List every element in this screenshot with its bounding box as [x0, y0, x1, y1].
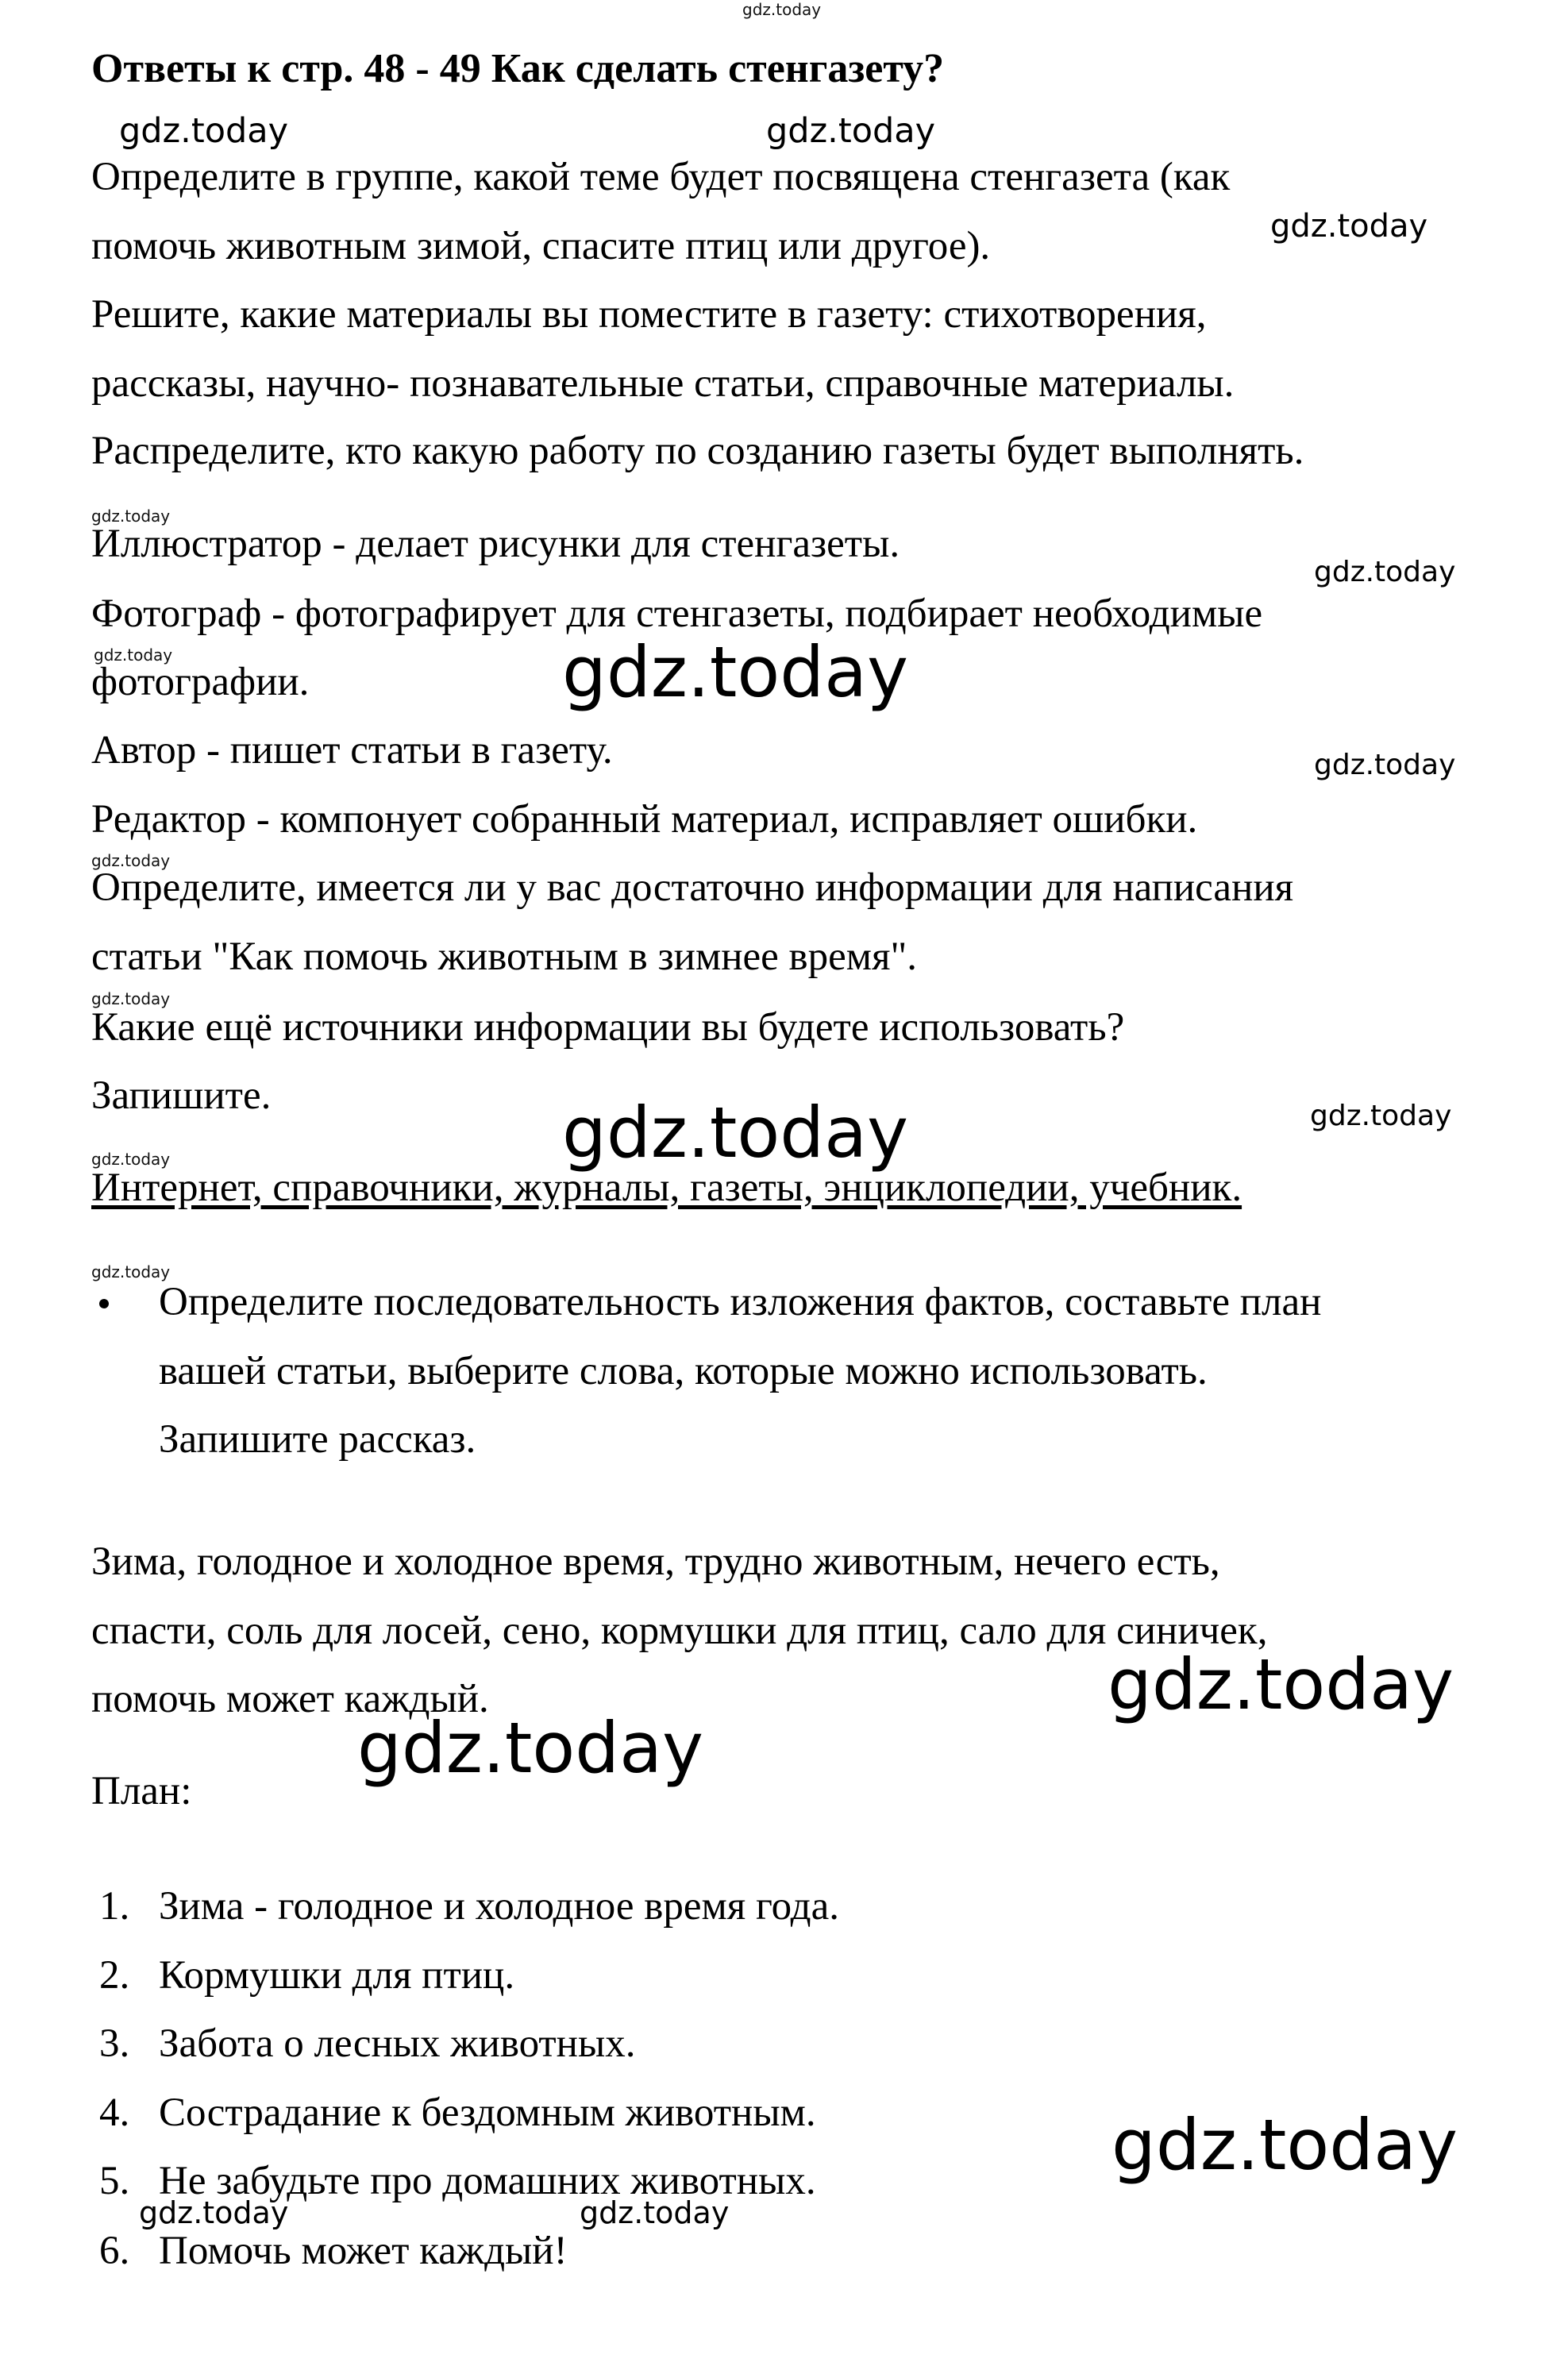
plan-item-number: 3.	[99, 2021, 130, 2066]
paragraph-line: статьи "Как помочь животным в зимнее время".	[91, 935, 918, 979]
watermark: gdz.today	[91, 989, 171, 1008]
watermark: gdz.today	[94, 645, 173, 665]
watermark: gdz.today	[139, 2195, 289, 2230]
paragraph-line: фотографии.	[91, 660, 310, 704]
watermark-top: gdz.today	[742, 0, 822, 19]
plan-item: Сострадание к бездомным животным.	[159, 2091, 816, 2135]
bullet-line: Запишите рассказ.	[159, 1417, 476, 1462]
plan-item: Забота о лесных животных.	[159, 2021, 636, 2066]
paragraph-line: Иллюстратор - делает рисунки для стенгазеты.	[91, 522, 900, 566]
paragraph-line: Автор - пишет статьи в газету.	[91, 728, 613, 773]
story-line: Зима, голодное и холодное время, трудно животным, нечего есть,	[91, 1540, 1220, 1584]
watermark-large: gdz.today	[1111, 2104, 1458, 2186]
watermark: gdz.today	[119, 111, 289, 151]
plan-item-number: 1.	[99, 1884, 130, 1929]
page-title: Ответы к стр. 48 - 49 Как сделать стенгазету?	[91, 46, 945, 91]
plan-item-number: 4.	[99, 2091, 130, 2135]
watermark-large: gdz.today	[562, 1092, 909, 1173]
bullet-icon	[99, 1299, 109, 1308]
plan-item: Помочь может каждый!	[159, 2229, 568, 2273]
plan-item: Кормушки для птиц.	[159, 1953, 515, 1998]
plan-item: Не забудьте про домашних животных.	[159, 2159, 816, 2203]
paragraph-line: рассказы, научно- познавательные статьи, справочные материалы.	[91, 361, 1235, 406]
paragraph-line: Определите, имеется ли у вас достаточно информации для написания	[91, 865, 1294, 910]
paragraph-line: Запишите.	[91, 1073, 272, 1118]
answer-line: Интернет, справочники, журналы, газеты, энциклопедии, учебник.	[91, 1166, 1242, 1210]
watermark: gdz.today	[1270, 208, 1428, 245]
watermark: gdz.today	[1314, 749, 1456, 781]
paragraph-line: Редактор - компонует собранный материал, исправляет ошибки.	[91, 797, 1198, 842]
paragraph-line: помочь животным зимой, спасите птиц или другое).	[91, 224, 991, 268]
watermark: gdz.today	[91, 1150, 171, 1169]
watermark: gdz.today	[766, 111, 936, 151]
paragraph-line: Какие ещё источники информации вы будете использовать?	[91, 1005, 1125, 1050]
watermark: gdz.today	[91, 851, 171, 870]
watermark-large: gdz.today	[357, 1707, 704, 1789]
plan-label: План:	[91, 1769, 192, 1813]
paragraph-line: Фотограф - фотографирует для стенгазеты, подбирает необходимые	[91, 592, 1263, 636]
paragraph-line: Решите, какие материалы вы поместите в газету: стихотворения,	[91, 292, 1207, 337]
watermark: gdz.today	[91, 1262, 171, 1281]
bullet-line: Определите последовательность изложения фактов, составьте план	[159, 1280, 1322, 1324]
story-line: спасти, соль для лосей, сено, кормушки для птиц, сало для синичек,	[91, 1609, 1268, 1653]
plan-item-number: 6.	[99, 2229, 130, 2273]
watermark: gdz.today	[1310, 1100, 1452, 1132]
paragraph-line: Распределите, кто какую работу по созданию газеты будет выполнять.	[91, 429, 1304, 473]
watermark: gdz.today	[1314, 556, 1456, 588]
bullet-line: вашей статьи, выберите слова, которые можно использовать.	[159, 1349, 1208, 1393]
watermark: gdz.today	[91, 507, 171, 526]
story-line: помочь может каждый.	[91, 1677, 489, 1721]
watermark: gdz.today	[580, 2195, 730, 2230]
plan-item: Зима - голодное и холодное время года.	[159, 1884, 839, 1929]
watermark-large: gdz.today	[1108, 1644, 1454, 1725]
watermark-large: gdz.today	[562, 631, 909, 713]
paragraph-line: Определите в группе, какой теме будет посвящена стенгазета (как	[91, 155, 1231, 199]
plan-item-number: 2.	[99, 1953, 130, 1998]
plan-item-number: 5.	[99, 2159, 130, 2203]
